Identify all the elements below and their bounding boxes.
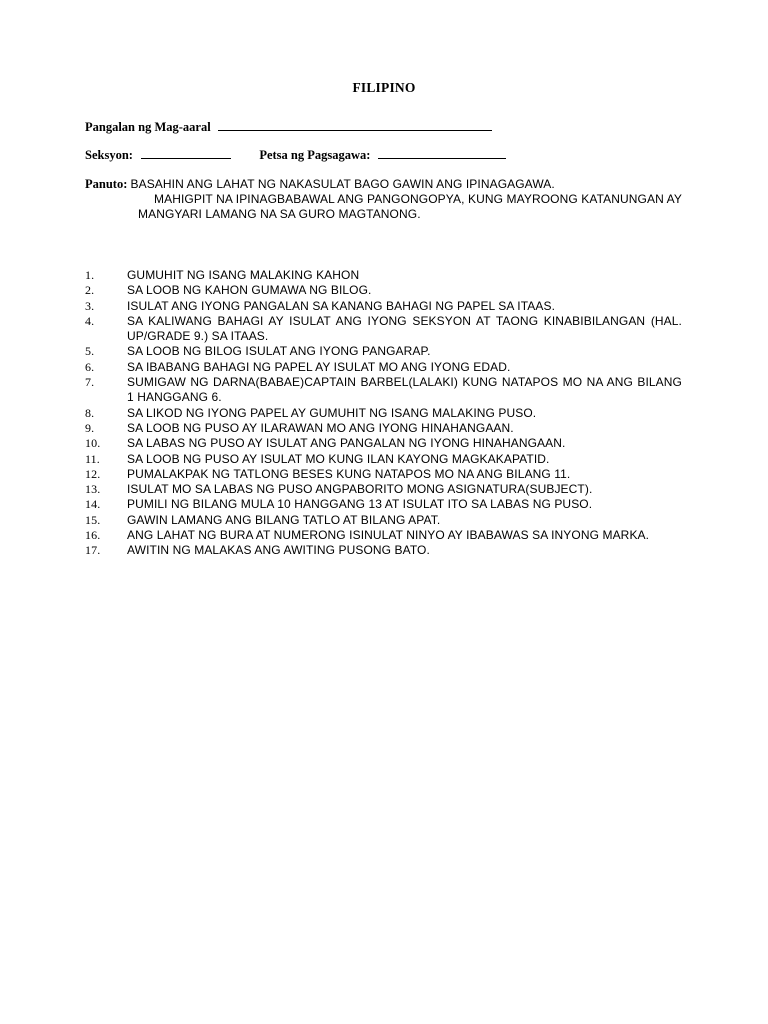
list-item-text: SA LOOB NG BILOG ISULAT ANG IYONG PANGARAP. bbox=[127, 344, 431, 359]
list-item-number: 7. bbox=[85, 375, 95, 390]
date-label: Petsa ng Pagsagawa: bbox=[259, 148, 371, 162]
list-item bbox=[85, 299, 682, 314]
list-item bbox=[85, 467, 682, 482]
date-blank-line[interactable] bbox=[378, 147, 506, 159]
list-item-number: 14. bbox=[85, 497, 101, 512]
list-item-number: 15. bbox=[85, 512, 101, 527]
list-item-text: ISULAT MO SA LABAS NG PUSO ANGPABORITO MONG ASIGNATURA(SUBJECT). bbox=[127, 482, 593, 497]
list-item bbox=[85, 452, 682, 467]
list-item-text: SA LOOB NG PUSO AY ISULAT MO KUNG ILAN KAYONG MAGKAKAPATID. bbox=[127, 451, 550, 466]
list-item-text: SA LOOB NG KAHON GUMAWA NG BILOG. bbox=[127, 283, 372, 298]
list-item bbox=[85, 421, 682, 436]
list-item-text: SUMIGAW NG DARNA(BABAE)CAPTAIN BARBEL(LALAKI) KUNG NATAPOS MO NA ANG BILANG 1 HANGGANG 6. bbox=[127, 375, 682, 405]
list-item-number: 5. bbox=[85, 344, 95, 359]
section-date-row bbox=[85, 147, 506, 163]
list-item-text: GAWIN LAMANG ANG BILANG TATLO AT BILANG APAT. bbox=[127, 512, 441, 527]
list-item-text: SA KALIWANG BAHAGI AY ISULAT ANG IYONG SEKSYON AT TAONG KINABIBILANGAN (HAL. UP/GRADE 9.) SA ITAAS. bbox=[127, 313, 682, 344]
instructions-first-line bbox=[85, 177, 682, 192]
list-item-text: GUMUHIT NG ISANG MALAKING KAHON bbox=[127, 268, 360, 282]
list-item bbox=[85, 314, 682, 345]
list-item-number: 13. bbox=[85, 482, 101, 497]
list-item bbox=[85, 436, 682, 451]
task-list bbox=[85, 268, 682, 559]
list-item bbox=[85, 375, 682, 406]
list-item bbox=[85, 406, 682, 421]
list-item-number: 10. bbox=[85, 436, 101, 451]
list-item bbox=[85, 344, 682, 359]
list-item bbox=[85, 543, 682, 558]
list-item-text: SA LABAS NG PUSO AY ISULAT ANG PANGALAN NG IYONG HINAHANGAAN. bbox=[127, 436, 566, 451]
list-item-number: 17. bbox=[85, 543, 101, 558]
instructions-label: Panuto: bbox=[85, 177, 128, 191]
list-item bbox=[85, 528, 682, 543]
list-item-text: AWITIN NG MALAKAS ANG AWITING PUSONG BATO. bbox=[127, 543, 430, 558]
list-item-text: ANG LAHAT NG BURA AT NUMERONG ISINULAT NINYO AY IBABAWAS SA INYONG MARKA. bbox=[127, 528, 650, 543]
list-item-text: SA IBABANG BAHAGI NG PAPEL AY ISULAT MO ANG IYONG EDAD. bbox=[127, 359, 511, 374]
list-item-number: 8. bbox=[85, 405, 95, 420]
name-blank-line[interactable] bbox=[218, 119, 492, 131]
list-item bbox=[85, 497, 682, 512]
list-item-number: 12. bbox=[85, 466, 101, 481]
instructions-line1: BASAHIN ANG LAHAT NG NAKASULAT BAGO GAWIN ANG IPINAGAGAWA. bbox=[130, 177, 555, 191]
name-field-row bbox=[85, 119, 492, 135]
section-label: Seksyon: bbox=[85, 148, 133, 162]
list-item bbox=[85, 513, 682, 528]
list-item-text: PUMILI NG BILANG MULA 10 HANGGANG 13 AT ISULAT ITO SA LABAS NG PUSO. bbox=[127, 497, 593, 512]
list-item bbox=[85, 268, 682, 283]
instructions-block bbox=[85, 177, 682, 222]
list-item-number: 6. bbox=[85, 359, 95, 374]
list-item-text: SA LIKOD NG IYONG PAPEL AY GUMUHIT NG ISANG MALAKING PUSO. bbox=[127, 405, 537, 420]
list-item-number: 1. bbox=[85, 268, 95, 282]
list-item bbox=[85, 283, 682, 298]
list-item-text: SA LOOB NG PUSO AY ILARAWAN MO ANG IYONG HINAHANGAAN. bbox=[127, 420, 514, 435]
list-item-number: 2. bbox=[85, 283, 95, 298]
instructions-rest: MAHIGPIT NA IPINAGBABAWAL ANG PANGONGOPYA, KUNG MAYROONG KATANUNGAN AY MANGYARI LAMANG NA SA GURO MAGTANONG. bbox=[138, 192, 682, 221]
list-item-number: 3. bbox=[85, 298, 95, 313]
list-item-number: 4. bbox=[85, 313, 95, 328]
name-label: Pangalan ng Mag-aaral bbox=[85, 120, 211, 134]
list-item-number: 16. bbox=[85, 528, 101, 543]
list-item-text: ISULAT ANG IYONG PANGALAN SA KANANG BAHAGI NG PAPEL SA ITAAS. bbox=[127, 298, 556, 313]
list-item-number: 11. bbox=[85, 451, 100, 466]
list-item bbox=[85, 482, 682, 497]
list-item-number: 9. bbox=[85, 420, 95, 435]
section-blank-line[interactable] bbox=[141, 147, 231, 159]
page-title: FILIPINO bbox=[352, 80, 416, 95]
list-item-text: PUMALAKPAK NG TATLONG BESES KUNG NATAPOS MO NA ANG BILANG 11. bbox=[127, 466, 571, 481]
list-item bbox=[85, 360, 682, 375]
